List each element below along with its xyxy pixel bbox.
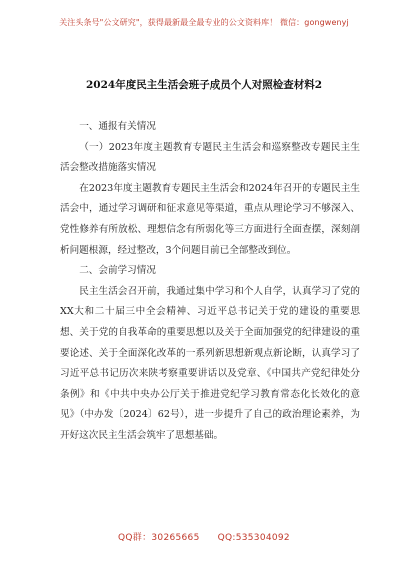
- body-paragraph-2: 民主生活会召开前，我通过集中学习和个人自学，认真学习了党的XX大和二十届三中全会精神、习近平总书记关于党的建设的重要思想、关于党的自我革命的重要思想以及关于全面加强党的纪律建设的重要论述、关于全面深化改革的一系列新思想新观点新论断，认真学习了习近平总书记历次来陕考察重要讲话以及党章、《中国共产党纪律处分条例》和《中共中央办公厅关于推进党纪学习教育常态化长效化的意见》（中办发〔2024〕62号），进一步提升了自己的政治理论素养，为开好这次民主生活会筑牢了思想基础。: [60, 285, 360, 441]
- footer-qq-number: QQ:535304092: [217, 533, 290, 543]
- body-paragraph-1: 在2023年度主题教育专题民主生活会和2024年召开的专题民主生活会中，通过学习调研和征求意见等渠道，重点从理论学习不够深入、党性修养有所放松、理想信念有所弱化等三方面进行全面查摆，深刻剖析问题根源，经过整改，3个问题目前已全部整改到位。: [60, 182, 360, 256]
- section-heading-1: 一、通报有关情况: [79, 121, 156, 132]
- section-heading-2: 二、会前学习情况: [79, 265, 156, 277]
- subsection-heading-1: （一）2023年度主题教育专题民主生活会和巡察整改专题民主生活会整改措施落实情况: [60, 141, 360, 174]
- footer-contact: [0, 530, 408, 543]
- footer-qq-group: QQ群：30265665: [118, 533, 200, 543]
- document-body: [60, 117, 360, 447]
- document-title: 2024年度民主生活会班子成员个人对照检查材料2: [85, 79, 323, 91]
- header-promo-note: 关注头条号"公文研究"，获得最新最全最专业的公文资料库！ 微信：gongwenyj: [59, 18, 349, 27]
